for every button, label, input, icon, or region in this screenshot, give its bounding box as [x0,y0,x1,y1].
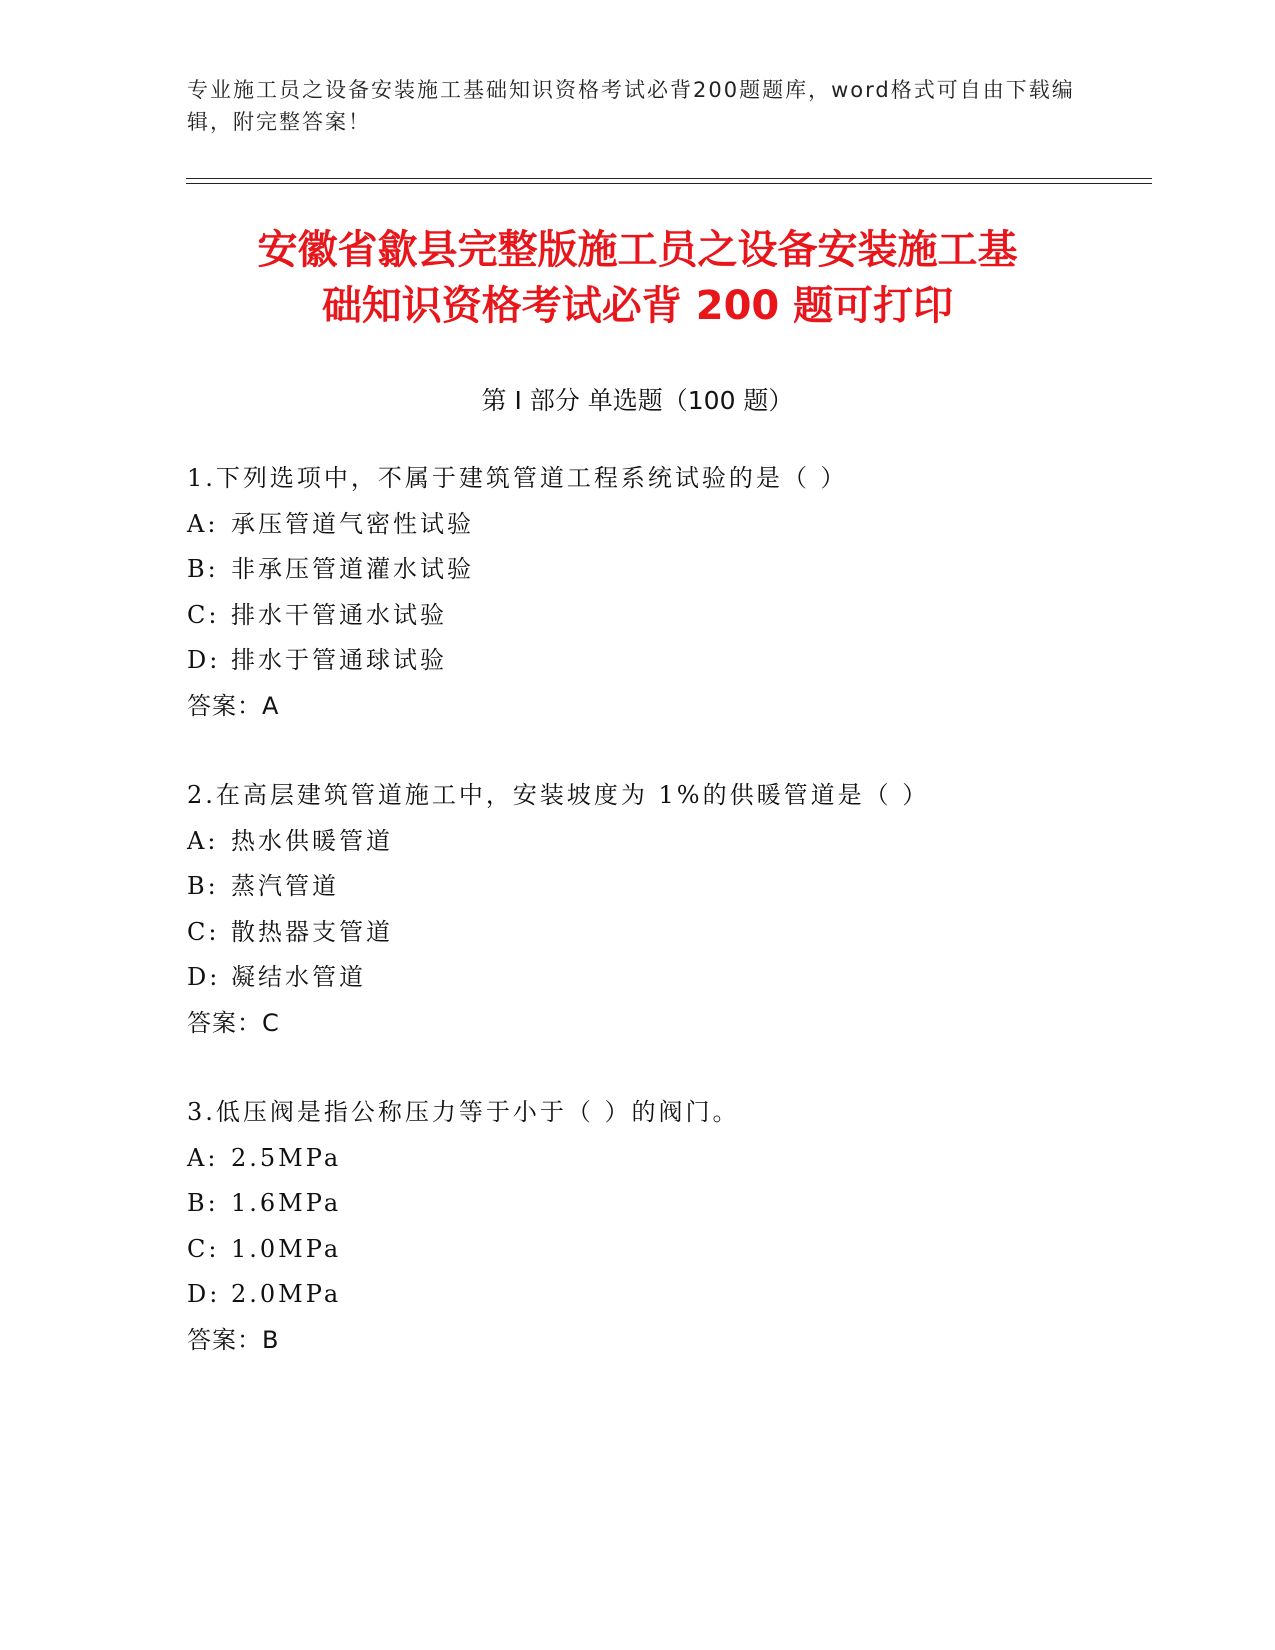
option-text: 非承压管道灌水试验 [231,555,474,583]
option-letter: B: [187,555,219,583]
option-text: 2.5MPa [231,1143,342,1172]
option-b [187,547,1187,593]
option-text: 散热器支管道 [231,917,393,946]
option-c [187,1227,1187,1273]
question-3 [187,1090,1187,1363]
option-letter: B: [187,1189,219,1217]
option-letter: A: [187,509,219,538]
option-c [187,910,1187,956]
option-letter: C: [187,917,220,946]
question-2 [187,773,1187,1046]
option-text: 2.0MPa [231,1280,342,1308]
option-text: 排水干管通水试验 [231,600,447,629]
document-title-line-1: 安徽省歙县完整版施工员之设备安装施工基 [257,227,1018,273]
option-letter: C: [187,600,220,629]
option-text: 1.6MPa [231,1189,342,1217]
option-a [187,1136,1187,1182]
document-title-line-2: 础知识资格考试必背 200 题可打印 [321,283,954,329]
option-letter: D: [187,1280,221,1308]
header-rule-bottom [186,183,1152,184]
option-d [187,1272,1187,1318]
option-letter: A: [187,826,219,855]
question-stem: 2.在高层建筑管道施工中，安装坡度为 1%的供暖管道是（ ） [187,781,930,809]
document-title [150,222,1125,334]
option-text: 排水于管通球试验 [231,646,447,674]
option-letter: B: [187,872,219,900]
option-letter: A: [187,1143,219,1172]
option-a [187,502,1187,548]
option-letter: D: [187,963,221,991]
section-title: 第 I 部分 单选题（100 题） [481,386,794,415]
question-1 [187,456,1187,729]
option-text: 蒸汽管道 [231,872,339,900]
option-text: 承压管道气密性试验 [231,509,474,538]
question-stem: 3.低压阀是指公称压力等于小于（ ）的阀门。 [187,1098,740,1126]
option-text: 热水供暖管道 [231,826,393,855]
option-text: 凝结水管道 [231,963,366,991]
question-stem: 1.下列选项中，不属于建筑管道工程系统试验的是（ ） [187,464,848,492]
header-note: 专业施工员之设备安装施工基础知识资格考试必背200题题库，word格式可自由下载编辑，附完整答案！ [187,78,1075,134]
option-text: 1.0MPa [231,1234,342,1263]
option-letter: D: [187,646,221,674]
answer-line: 答案：B [187,1325,280,1354]
option-b [187,864,1187,910]
option-c [187,593,1187,639]
option-d [187,955,1187,1001]
answer-line: 答案：A [187,691,280,720]
option-letter: C: [187,1234,220,1263]
answer-line: 答案：C [187,1008,280,1037]
header-rule-top [186,178,1152,179]
option-b [187,1181,1187,1227]
option-d [187,638,1187,684]
option-a [187,819,1187,865]
